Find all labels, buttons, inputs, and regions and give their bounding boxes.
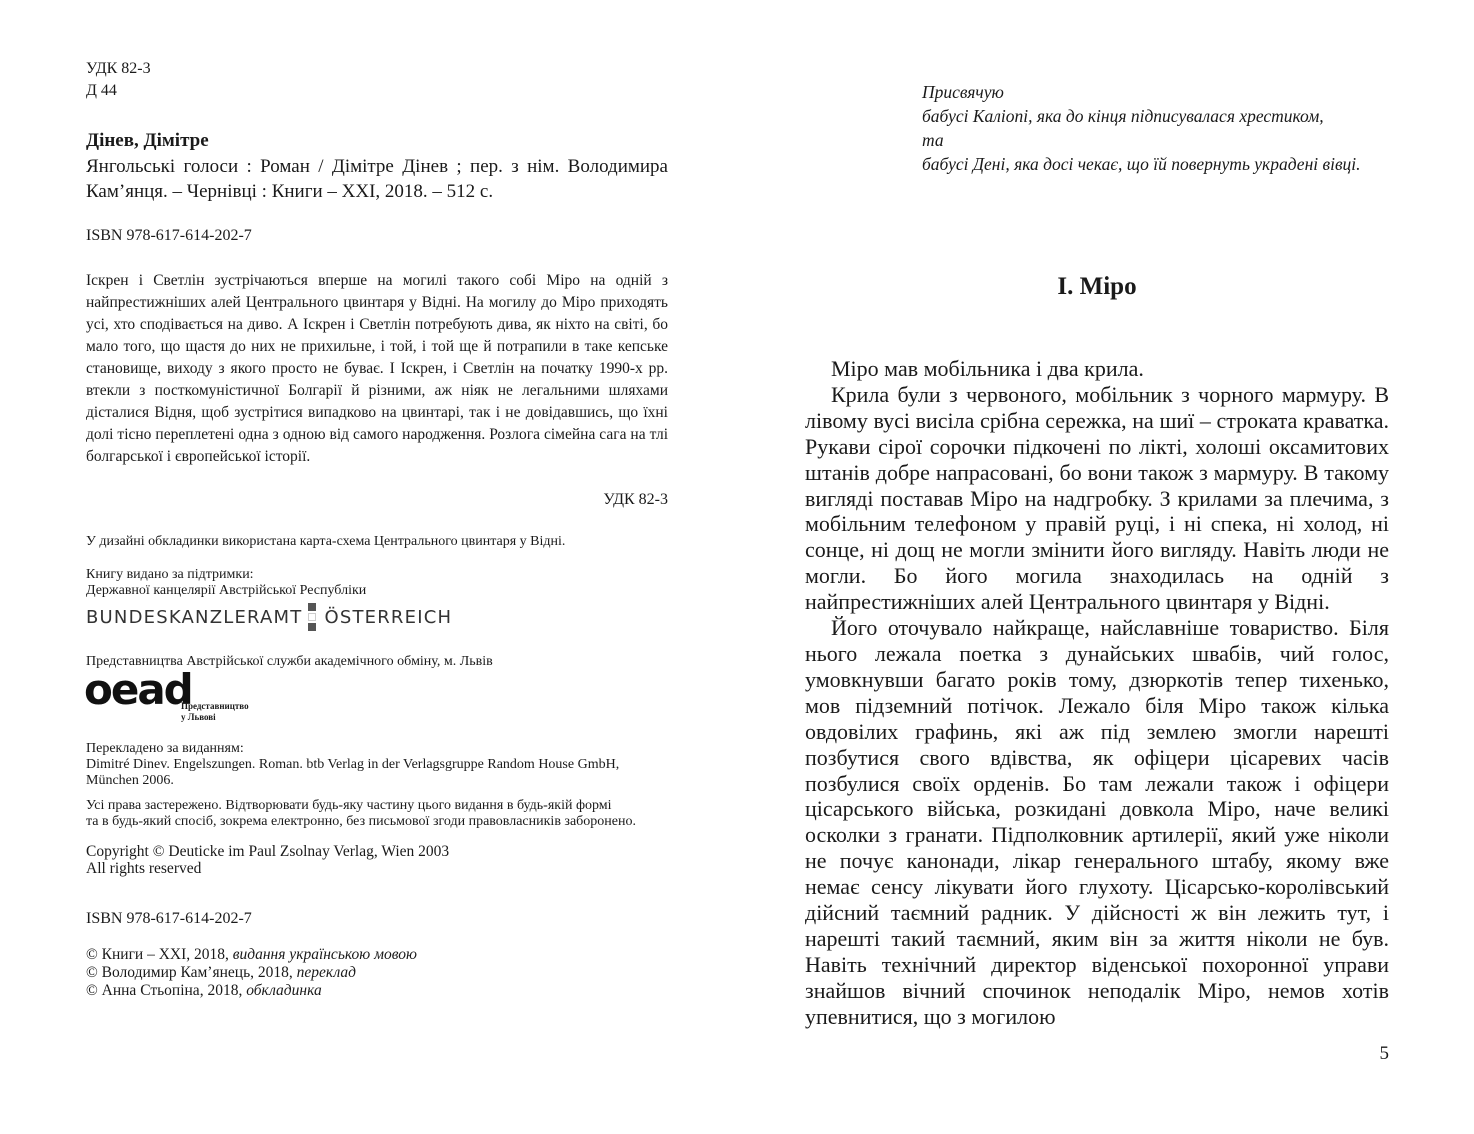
- rights-notice: Усі права застережено. Відтворювати будь-яку частину цього видання в будь-якій формі: [86, 798, 612, 813]
- page-number: 5: [1379, 1043, 1389, 1064]
- udk-code: УДК 82-3: [86, 60, 151, 77]
- all-rights-reserved: All rights reserved: [86, 860, 202, 877]
- copyright-line: Copyright © Deuticke im Paul Zsolnay Verlag, Wien 2003: [86, 843, 450, 860]
- dedication: [922, 80, 1402, 176]
- udk-right: УДК 82-3: [603, 491, 668, 508]
- book-abstract: Іскрен і Светлін зустрічаються вперше на могилі такого собі Міро на одній з найпрестижніших алей Центрального цвинтаря у Відні. На могилу до Міро приходять усі, хто сподівається на диво. А Іскрен і Светлін потребують дива, як ніхто на світі, бо мало того, що щастя до них не прихильне, і той, і той ще й потрапили в таке кепське становище, виходу з якого просто не буває. І Іскрен, і Светлін на початку 1990-х рр. втекли з посткомуністичної Болгарії й різними, аж ніяк не легальними шляхами дісталися Відня, щоб зустрітися випадково на цвинтарі, так і не довідавшись, що їхні долі тісно переплетені одна з одною від самого народження. Розлога сімейна сага на тлі болгарської і європейської історії.: [86, 272, 668, 465]
- support-label: Книгу видано за підтримки:: [86, 567, 254, 582]
- support-chancellery: Державної канцелярії Австрійської Республіки: [86, 583, 367, 598]
- author-mark: Д 44: [86, 82, 117, 99]
- right-page: [737, 0, 1474, 1134]
- chapter-body: [805, 356, 1389, 1030]
- credit-line: [86, 946, 417, 964]
- credit-holder: © Володимир Кам’янець, 2018,: [86, 964, 297, 981]
- rights-notice-2: та в будь-який спосіб, зокрема електронно, без письмової згоди правовласників заборонено.: [86, 814, 636, 829]
- translated-from-label: Перекладено за виданням:: [86, 741, 244, 756]
- credit-line: [86, 982, 322, 1000]
- dedication-line: Присвячую: [922, 82, 1004, 102]
- dedication-line: бабусі Дені, яка досі чекає, що їй повернуть украдені вівці.: [922, 154, 1361, 174]
- oead-sub-2: у Львові: [181, 712, 216, 722]
- catalog-entry: Янгольські голоси : Роман / Дімітре Дінев ; пер. з нім. Володимира Кам’янця. – Чернівці : Книги – ХХІ, 2018. – 512 с.: [86, 156, 668, 202]
- credit-holder: © Анна Стьопіна, 2018,: [86, 982, 247, 999]
- credit-role: видання українською мовою: [232, 946, 417, 963]
- dedication-line: бабусі Каліопі, яка до кінця підписувалася хрестиком,: [922, 106, 1324, 126]
- bund-logo-right-text: ÖSTERREICH: [324, 606, 453, 628]
- credit-holder: © Книги – ХХІ, 2018,: [86, 946, 233, 963]
- isbn-bottom: ISBN 978-617-614-202-7: [86, 910, 252, 927]
- paragraph: Його оточувало найкраще, найславніше товариство. Біля нього лежала поетка з дунайських швабів, чий голос, умовкнувши багато років тому, дзюркотів тепер тихенько, мов підземний потічок. Лежало біля Міро також кілька овдовілих графинь, які аж під землею змогли нарешті позбутися свого вдівства, як офіцери цісаревих часів позбулися своїх орденів. Бо там лежали також і офіцери цісарського війська, розкидані довкола Міро, наче великі осколки з гранати. Підполковник артилерії, який уже ніколи не почує канонади, лікар генерального штабу, якому вже немає сенсу лікувати його глухоту. Цісарсько-королівський дійсний таємний радник. У дійсності ж він лежить тут, і нарешті такий таємний, яким він за життя ніколи не був. Навіть технічний директор віденської похоронної управи знайшов вічний спочинок неподалік Міро, немов хотів упевнитися, що з могилою: [805, 615, 1389, 1029]
- oead-logo: [84, 665, 192, 714]
- chapter-title: I. Міро: [1057, 273, 1137, 300]
- translated-from-source: Dimitré Dinev. Engelszungen. Roman. btb Verlag in der Verlagsgruppe Random House GmbH,: [86, 757, 620, 772]
- oead-logo-text: oead: [84, 665, 192, 714]
- isbn-top: ISBN 978-617-614-202-7: [86, 227, 252, 244]
- dedication-line: та: [922, 130, 944, 150]
- credit-role: обкладинка: [246, 982, 322, 999]
- paragraph: Міро мав мобільника і два крила.: [831, 356, 1144, 381]
- austria-flag-mark-icon: [308, 602, 316, 632]
- credit-role: переклад: [296, 964, 356, 981]
- translated-from-source-2: München 2006.: [86, 773, 174, 788]
- credit-line: [86, 964, 356, 982]
- bund-logo-left-text: BUNDESKANZLERAMT: [86, 606, 303, 628]
- cover-note: У дизайні обкладинки використана карта-схема Центрального цвинтаря у Відні.: [86, 534, 566, 549]
- oead-sub-1: Представництво: [181, 701, 249, 711]
- paragraph: Крила були з червоного, мобільник з чорного мармуру. В лівому вусі висіла срібна сережка, на шиї – строката краватка. Рукави сірої сорочки підкочені по лікті, холоші оксамитових штанів добре напрасовані, бо вони також з мармуру. В такому вигляді поставав Міро на надгробку. З крилами за плечима, з мобільним телефоном у правій руці, і ні спека, ні холод, ні сонце, ні дощ не могли змінити його вигляду. Навіть люди не могли. Бо його могила знаходилась на одній з найпрестижніших алей Центрального цвинтаря у Відні.: [805, 381, 1389, 615]
- oead-label: Представництва Австрійської служби академічного обміну, м. Львів: [86, 654, 493, 669]
- author-name: Дінев, Дімітре: [86, 130, 209, 151]
- bundeskanzleramt-logo: [86, 602, 452, 632]
